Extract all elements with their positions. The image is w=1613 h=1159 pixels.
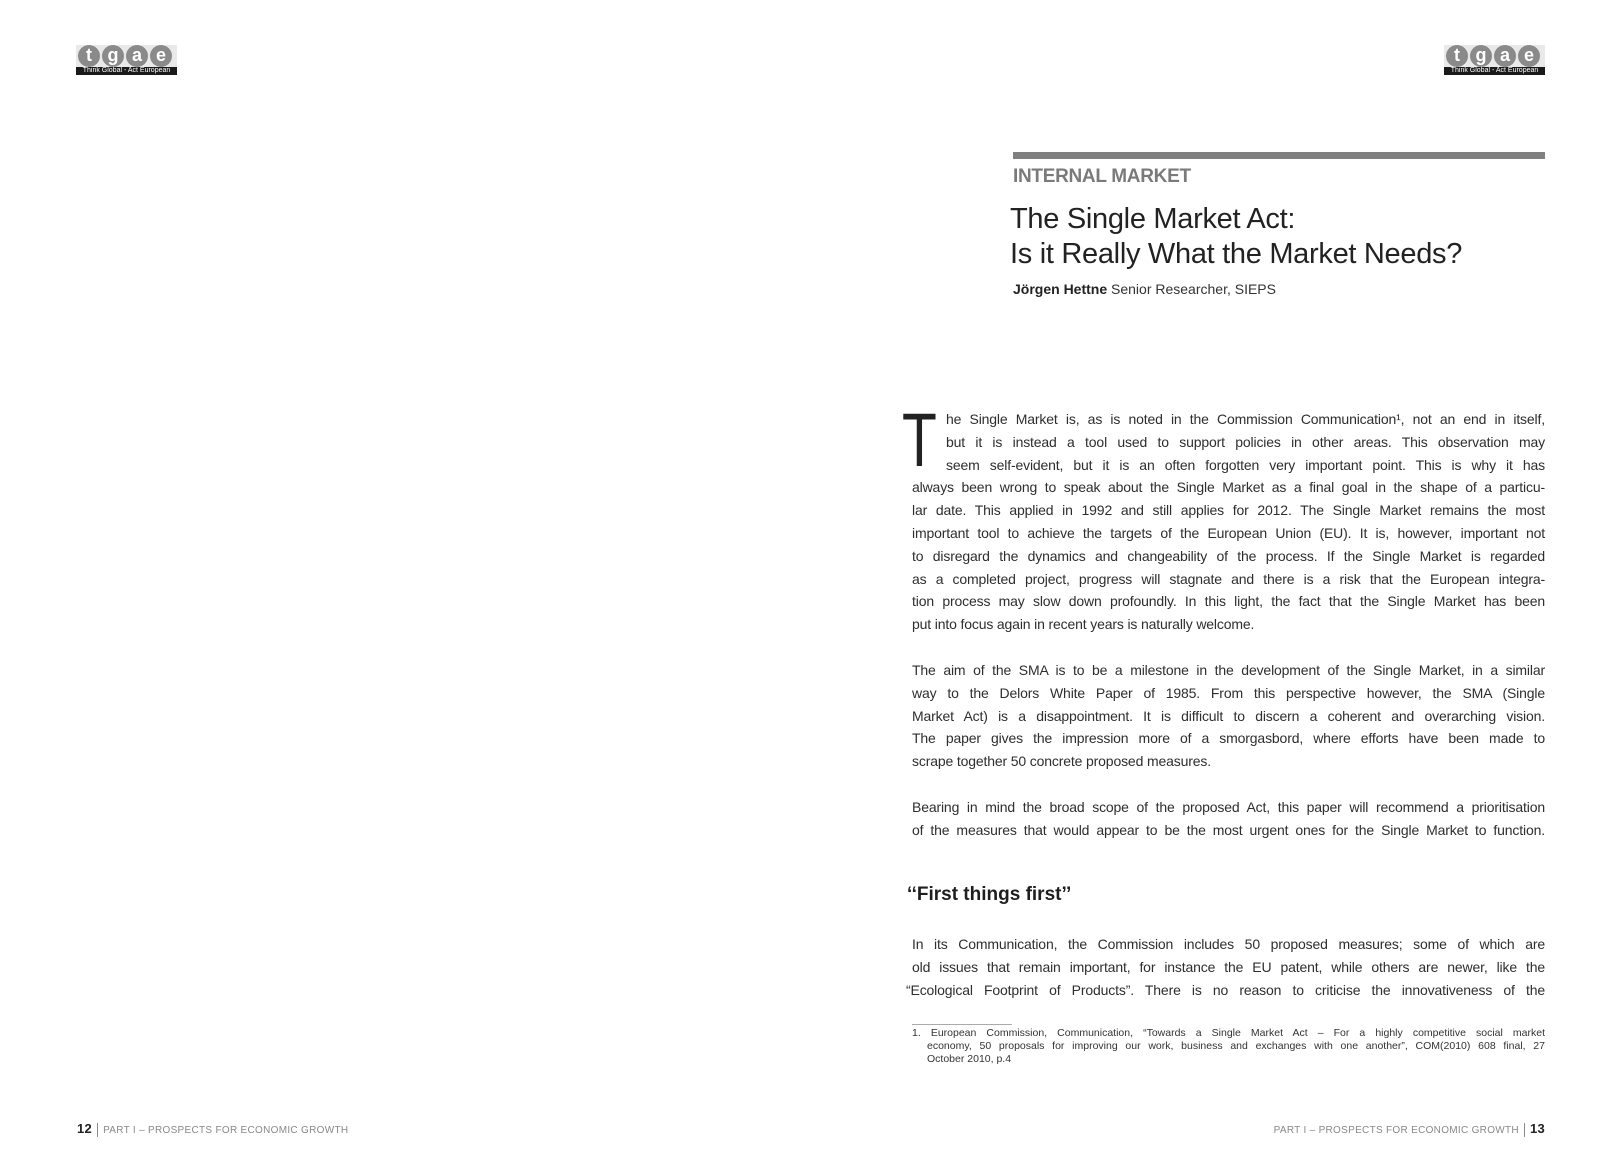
page-number: 13 (1529, 1121, 1545, 1136)
logo-letter: t (1446, 45, 1468, 67)
text-line: old issues that remain important, for instance the EU patent, while others are newer, like the (912, 958, 1545, 975)
text-line: Market Act) is a disappointment. It is difficult to discern a coherent and overarching vision. (912, 707, 1545, 724)
footer-left (77, 1121, 348, 1137)
text-line: he Single Market is, as is noted in the Commission Communication¹, not an end in itself, (946, 411, 1545, 427)
logo-tagline: Think Global - Act European (76, 67, 177, 75)
footnote-rule (912, 1024, 1012, 1025)
logo-letter: t (78, 45, 100, 67)
footnote-line: economy, 50 proposals for improving our work, business and exchanges with one another”, COM(2010) 608 final, 27 (927, 1040, 1545, 1052)
paragraph-4 (906, 933, 1545, 1001)
drop-cap: T (902, 398, 937, 483)
text-line: always been wrong to speak about the Single Market as a final goal in the shape of a particu- (912, 479, 1545, 496)
tgae-logo-left (76, 45, 177, 75)
text-line: lar date. This applied in 1992 and still applies for 2012. The Single Market remains the most (912, 502, 1545, 519)
author-name: Jörgen Hettne (1013, 281, 1108, 297)
text-line: as a completed project, progress will stagnate and there is a risk that the European integra- (912, 570, 1545, 587)
text-line: seem self-evident, but it is an often forgotten very important point. This is why it has (946, 456, 1545, 473)
text-line: important tool to achieve the targets of the European Union (EU). It is, however, important not (912, 524, 1545, 541)
text-line: “Ecological Footprint of Products”. There is no reason to criticise the innovativeness of the (906, 981, 1545, 998)
footer-separator (97, 1123, 98, 1137)
logo-tagline: Think Global - Act European (1444, 67, 1545, 75)
title-line-1: The Single Market Act: (1010, 203, 1296, 235)
text-line: but it is instead a tool used to support policies in other areas. This observation may (946, 433, 1545, 450)
footnote-line: 1. European Commission, Communication, “Towards a Single Market Act – For a highly competitive social market (912, 1027, 1545, 1039)
logo-letter: g (1470, 45, 1492, 67)
text-line: Bearing in mind the broad scope of the proposed Act, this paper will recommend a prioritisation (912, 799, 1545, 815)
logo-letter: e (150, 45, 172, 67)
text-line: In its Communication, the Commission includes 50 proposed measures; some of which are (912, 936, 1545, 952)
text-line: The aim of the SMA is to be a milestone in the development of the Single Market, in a similar (912, 662, 1545, 678)
title-line-2: Is it Really What the Market Needs? (1010, 238, 1463, 270)
tgae-logo-right (1444, 45, 1545, 75)
text-line: The paper gives the impression more of a smorgasbord, where efforts have been made to (912, 730, 1545, 747)
footer-separator (1524, 1123, 1525, 1137)
footnote (912, 1027, 1545, 1066)
logo-letter: e (1518, 45, 1540, 67)
text-line: tion process may slow down profoundly. In this light, the fact that the Single Market has been (912, 593, 1545, 610)
running-title: PART I – PROSPECTS FOR ECONOMIC GROWTH (1273, 1125, 1519, 1136)
text-line: of the measures that would appear to be the most urgent ones for the Single Market to function. (912, 821, 1545, 838)
section-divider-bar (1013, 152, 1545, 159)
text-line: scrape together 50 concrete proposed measures. (912, 753, 1211, 770)
article-title (1010, 202, 1462, 272)
section-label: INTERNAL MARKET (1013, 166, 1191, 187)
paragraph-3 (912, 796, 1545, 842)
text-line: way to the Delors White Paper of 1985. From this perspective however, the SMA (Single (912, 684, 1545, 701)
section-heading: ‘‘First things first’’ (907, 884, 1072, 905)
paragraph-1 (912, 408, 1545, 636)
text-line: put into focus again in recent years is naturally welcome. (912, 616, 1255, 633)
footer-right (1274, 1121, 1545, 1137)
paragraph-2 (912, 659, 1545, 773)
footnote-line: October 2010, p.4 (927, 1053, 1012, 1065)
logo-letter: a (126, 45, 148, 67)
author-byline (1013, 281, 1276, 297)
logo-letter: g (102, 45, 124, 67)
running-title: PART I – PROSPECTS FOR ECONOMIC GROWTH (103, 1125, 349, 1136)
logo-letter: a (1494, 45, 1516, 67)
text-line: to disregard the dynamics and changeability of the process. If the Single Market is regarded (912, 547, 1545, 564)
author-role: Senior Researcher, SIEPS (1111, 281, 1276, 297)
page-number: 12 (77, 1121, 93, 1136)
